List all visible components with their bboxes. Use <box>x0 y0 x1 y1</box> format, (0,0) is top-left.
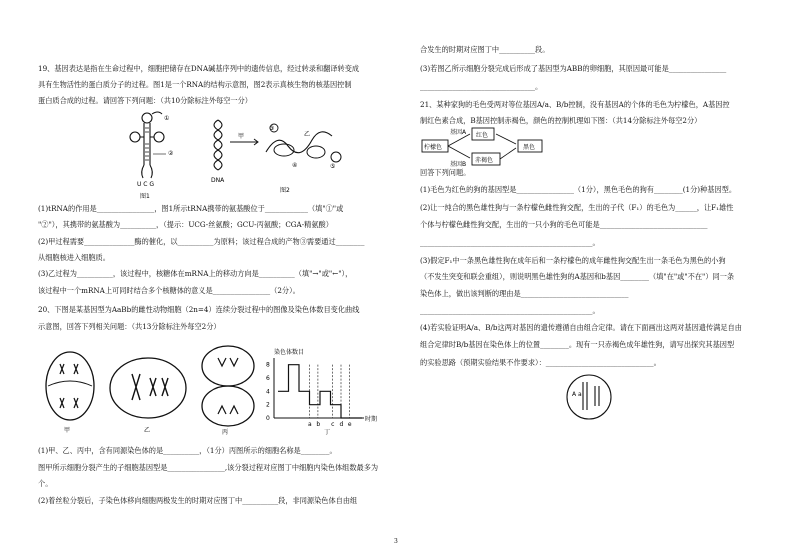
fig2-caption: 图2 <box>280 187 290 194</box>
rc-top-2: (3)若图乙所示细胞分裂完成后形成了基因型为ABB的卵细胞，其原因最可能是________________ <box>420 64 727 73</box>
gene-expression-figure <box>208 112 368 196</box>
chart-ytick-8: 8 <box>266 361 270 369</box>
q21-ans-3: 个体与柠檬色雌性狗交配，生出的一只小狗的毛色可能是______________________________ <box>420 220 708 229</box>
cell-jia <box>42 346 98 436</box>
q19-line-7: 从细胞核进入细胞质。 <box>38 253 110 262</box>
pathway-brown: 赤褐色 <box>475 157 494 164</box>
fig2-mark-4: ④ <box>292 162 298 169</box>
cell-bing <box>198 344 258 436</box>
q21-ans-2: (2)让一纯合的黑色雄性狗与一条柠檬色雌性狗交配，生出的子代（F₁）的毛色为______，让F₁雄性 <box>420 203 734 212</box>
chart-ytick-4: 4 <box>266 388 270 396</box>
color-pathway-diagram <box>420 126 570 168</box>
q21-line-2: 制红色素合成，B基因控制赤褐色，颜色的控制机理如下图：（共14分除标注外每空2分） <box>420 116 702 125</box>
q20-line-1: 20、下图是某基因型为AaBb的雌性动物细胞（2n=4）连续分裂过程中的图像及染色体数目变化曲线 <box>38 305 360 314</box>
cell-jia-label: 甲 <box>64 427 71 434</box>
chart-ytick-0: 0 <box>266 415 270 422</box>
q19-line-8: (3)乙过程为__________，该过程中，核糖体在mRNA上的移动方向是__________（填"→"或"←"）， <box>38 269 353 278</box>
q20-ans-3: 个。 <box>38 479 53 488</box>
dna-label: DNA <box>211 177 225 184</box>
trna-mark-2: ② <box>168 150 174 157</box>
q21-ans-9: (4)若实验证明A/a、B/b这两对基因的遗传遵循自由组合定律。请在下面画出这两对基因遗传满足自由 <box>420 323 742 332</box>
q19-line-4: (1)tRNA的作用是________________，图1所示tRNA携带的氨基酸位于____________（填"①"或 <box>38 204 344 213</box>
q19-line-3: 蛋白质合成的过程。请回答下列问题：（共10分除标注外每空一分） <box>38 96 252 105</box>
chart-marker-c: c <box>331 421 335 428</box>
q21-ans-0: 回答下列问题。 <box>420 168 471 177</box>
q21-ans-5: (3)假定F₁中一条黑色雄性狗在成年后和一条柠檬色的成年雌性狗交配生出一条毛色为黑色的小狗 <box>420 256 726 265</box>
page-number: 3 <box>394 538 398 545</box>
pathway-gene-b: 基因B <box>450 161 467 168</box>
q19-line-9: 该过程中一个mRNA上可同时结合多个核糖体的意义是________________（2分）。 <box>38 286 300 295</box>
chart-marker-e: e <box>347 421 352 428</box>
cell-yi-label: 乙 <box>144 427 151 434</box>
chart-ytick-6: 6 <box>266 375 270 382</box>
q19-line-2: 具有生物活性的蛋白质分子的过程。图1是一个RNA的结构示意图，图2表示真核生物的核基因控制 <box>38 80 352 89</box>
q21-ans-11: 的实验思路（预期实验结果不作要求）：______________________________。 <box>420 358 661 367</box>
q20-ans-2: 图甲所示细胞分裂产生的子细胞基因型是________________,该分裂过程对应图丁中细胞内染色体组数最多为 <box>38 463 379 472</box>
trna-figure <box>118 110 188 202</box>
chart-caption: 丁 <box>324 429 331 436</box>
pathway-gene-a: 基因A <box>450 129 467 136</box>
q21-ans-1: (1)毛色为红色的狗的基因型是________________（1分），黑色毛色的狗有________(1分)种基因型。 <box>420 185 737 194</box>
trna-mark-1: ① <box>164 115 170 122</box>
chart-xlabel: 时期 <box>365 416 378 423</box>
q21-ans-10: 组合定律时B/b基因在染色体上的位置________。现有一只赤褐色成年雄性狗，请写出探究其基因型 <box>420 340 735 349</box>
q20-ans-4: (2)着丝粒分裂后，子染色体移向细胞两极发生的时期对应图丁中__________段，非同源染色体自由组 <box>38 496 358 505</box>
q20-ans-1: (1)甲、乙、丙中，含有同源染色体的是__________，（1分）丙图所示的细胞名称是________。 <box>38 446 337 455</box>
q19-line-6: (2)甲过程需要______________酶的催化，以__________为原料；该过程合成的产物③需要通过________ <box>38 237 365 246</box>
chart-marker-a: a <box>308 421 312 428</box>
chromosome-chart <box>264 346 394 438</box>
anticodon-bases: U C G <box>137 181 155 188</box>
q20-line-2: 示意图，回答下列相关问题：（共13分除标注外每空2分） <box>38 322 221 331</box>
q21-line-1: 21、某种家狗的毛色受两对等位基因A/a、B/b控制，没有基因A的个体的毛色为柠檬色，A基因控 <box>420 100 730 109</box>
chart-ytick-2: 2 <box>266 401 270 409</box>
process-jia-label: 甲 <box>238 133 245 140</box>
fig1-caption: 图1 <box>140 193 150 200</box>
rc-top-1: 合发生的时期对应图丁中__________段。 <box>420 45 550 54</box>
fig2-mark-3: ③ <box>269 125 275 132</box>
process-yi-label: 乙 <box>304 131 311 138</box>
pathway-start: 柠檬色 <box>424 144 443 151</box>
q21-ans-8: ________________________________________________。 <box>420 306 600 315</box>
cell-bing-label: 丙 <box>222 429 229 436</box>
fig2-mark-5: ⑤ <box>330 163 336 170</box>
cell-yi <box>104 352 194 436</box>
cell-gene-text: A a <box>572 391 582 398</box>
pathway-red: 红色 <box>476 132 489 139</box>
q21-ans-6: （不发生突变和联会重组），则说明黑色雄性狗的A基因和b基因________（填"在"或"不在"）同一条 <box>420 272 735 281</box>
chart-marker-b: b <box>316 421 321 428</box>
q19-line-5: "②"），其携带的氨基酸为__________，（提示：UCG-丝氨酸；GCU-丙氨酸；CGA-精氨酸） <box>38 220 333 229</box>
chart-ylabel: 染色体数目 <box>274 349 305 356</box>
q21-ans-4: ________________________________________________。 <box>420 238 600 247</box>
chart-marker-d: d <box>339 421 344 428</box>
chromosome-cell <box>564 372 614 422</box>
rc-top-3: ________________________________。 <box>420 82 543 91</box>
q21-ans-7: 染色体上，做出该判断的理由是______________________________ <box>420 289 629 298</box>
q19-line-1: 19、基因表达是指在生命过程中，细胞把储存在DNA碱基序列中的遗传信息，经过转录和翻译转变成 <box>38 64 360 73</box>
pathway-black: 黑色 <box>523 144 536 151</box>
